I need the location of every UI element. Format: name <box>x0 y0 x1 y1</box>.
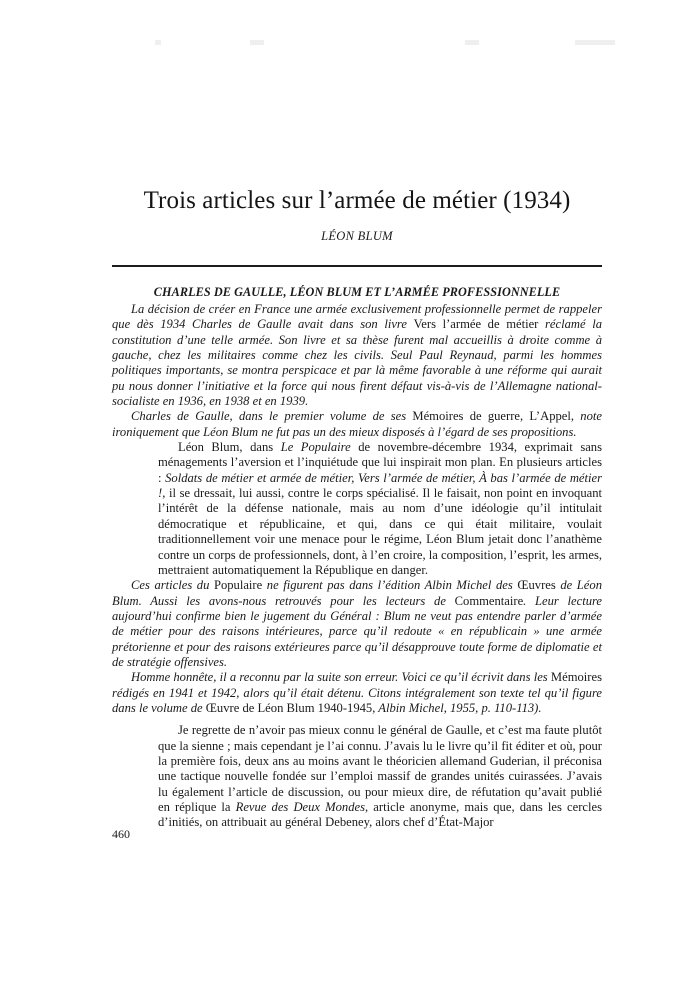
scan-artifact <box>575 40 615 45</box>
article-body <box>112 302 602 831</box>
intro-paragraph-2 <box>112 409 602 440</box>
book-title: Œuvre de Léon Blum 1940-1945, <box>205 700 376 715</box>
de-gaulle-quote <box>158 440 602 578</box>
text-span: Albin Michel, 1955, p. 110-113). <box>375 700 542 715</box>
blum-memoir-quote <box>158 723 602 830</box>
book-title: Œuvres <box>517 578 556 593</box>
page-number: 460 <box>112 827 130 841</box>
intro-paragraph-3 <box>112 578 602 670</box>
text-span: Je regrette de n’avoir pas mieux connu le général de Gaulle, et c’est ma faute plutôt que la sienne ; mais cependant je l’ai connu. J’avais lu le livre qu’il fit éditer et où, pour la première fois, deux ans au moins avant le théoricien allemand Guderian, il préconisa une tactique nouvelle fondée sur l’emploi massif de grandes unités cuirassées. J’avais lu également l’article de discussion, ou pour mieux dire, de réfutation qu’avait publié en réplique la <box>158 723 602 814</box>
article-author: LÉON BLUM <box>321 229 393 243</box>
text-span: réclamé la constitution d’une telle armée. Son livre et sa thèse furent mal accueillis à droite comme à gauche, chez les militaires comme chez les civils. Seul Paul Reynaud, parmi les hommes politiques importants, se montra perspicace et par là même favorable à une réforme qui aurait pu nous donner l’initiative et la force qui nous firent défaut vis-à-vis de l’Allemagne national-socialiste en 1936, en 1938 et en 1939. <box>112 317 602 409</box>
text-span: ne figurent pas dans l’édition Albin Michel des <box>262 578 518 593</box>
text-span: , il se dressait, lui aussi, contre le corps spécialisé. Il le faisait, non point en invoquant l’intérêt de la défense nationale, mais au nom d’une idéologie qu’il intitulait démocratique et républicaine, et qui, dans ce qui était militaire, voulait traditionnellement voir une menace pour le régime, Léon Blum jetait donc l’anathème contre un corps de professionnels, dont, à l’en croire, la composition, l’esprit, les armes, mettraient automatiquement la République en danger. <box>158 486 602 577</box>
text-span: note ironiquement que Léon Blum ne fut pas un des mieux disposés à l’égard de ses propositions. <box>112 409 602 439</box>
text-span: de novembre-décembre 1934, exprimait sans ménagements l’aversion et l’inquiétude que lui inspirait mon plan. En plusieurs articles : <box>158 440 603 485</box>
section-heading: CHARLES DE GAULLE, LÉON BLUM ET L’ARMÉE PROFESSIONNELLE <box>153 285 561 299</box>
book-title: Mémoires <box>550 670 602 685</box>
text-span: , article anonyme, mais que, dans les cercles d’initiés, on attribuait au général Debeney, alors chef d’État-Major <box>158 800 603 830</box>
text-span: Ces articles du <box>131 578 214 593</box>
text-span: rédigés en 1941 et 1942, alors qu’il était détenu. Citons intégralement son texte tel qu’il figure dans le volume de <box>112 685 602 715</box>
book-title: Mémoires de guerre, L’Appel, <box>412 409 575 424</box>
scan-artifact <box>465 40 479 45</box>
newspaper-title: Le Populaire <box>280 440 351 455</box>
text-span: Charles de Gaulle, dans le premier volume de ses <box>131 409 413 424</box>
article-titles: Soldats de métier et armée de métier, Vers l’armée de métier, À bas l’armée de métier ! <box>158 470 602 501</box>
book-title: Vers l’armée de métier <box>413 317 539 332</box>
text-span: . Leur lecture aujourd’hui confirme bien le jugement du Général : Blum ne veut pas entendre parler d’armée de métier pour des raisons intérieures, parce qu’il redoute « en républicain » une armée prétorienne et pour des raisons extérieures parce qu’il désapprouve toute forme de diplomatie et de stratégie offensives. <box>112 593 603 669</box>
scan-artifact <box>155 40 161 45</box>
title-divider-rule <box>112 265 602 267</box>
text-span: Homme honnête, il a reconnu par la suite son erreur. Voici ce qu’il écrivit dans les <box>131 670 551 685</box>
journal-title: Revue des Deux Mondes <box>235 800 366 814</box>
text-span: de Léon Blum. Aussi les avons-nous retrouvés pour les lecteurs de <box>112 578 602 608</box>
intro-paragraph-4 <box>112 670 602 716</box>
article-title: Trois articles sur l’armée de métier (1934) <box>143 187 571 214</box>
text-span: La décision de créer en France une armée exclusivement professionnelle permet de rappeler que dès 1934 Charles de Gaulle avait dans son livre <box>112 302 602 332</box>
scan-artifact <box>250 40 264 45</box>
journal-title: Commentaire <box>454 593 524 608</box>
intro-paragraph-1 <box>112 302 602 409</box>
newspaper-title: Populaire <box>213 578 263 593</box>
text-span: Léon Blum, dans <box>178 440 281 455</box>
